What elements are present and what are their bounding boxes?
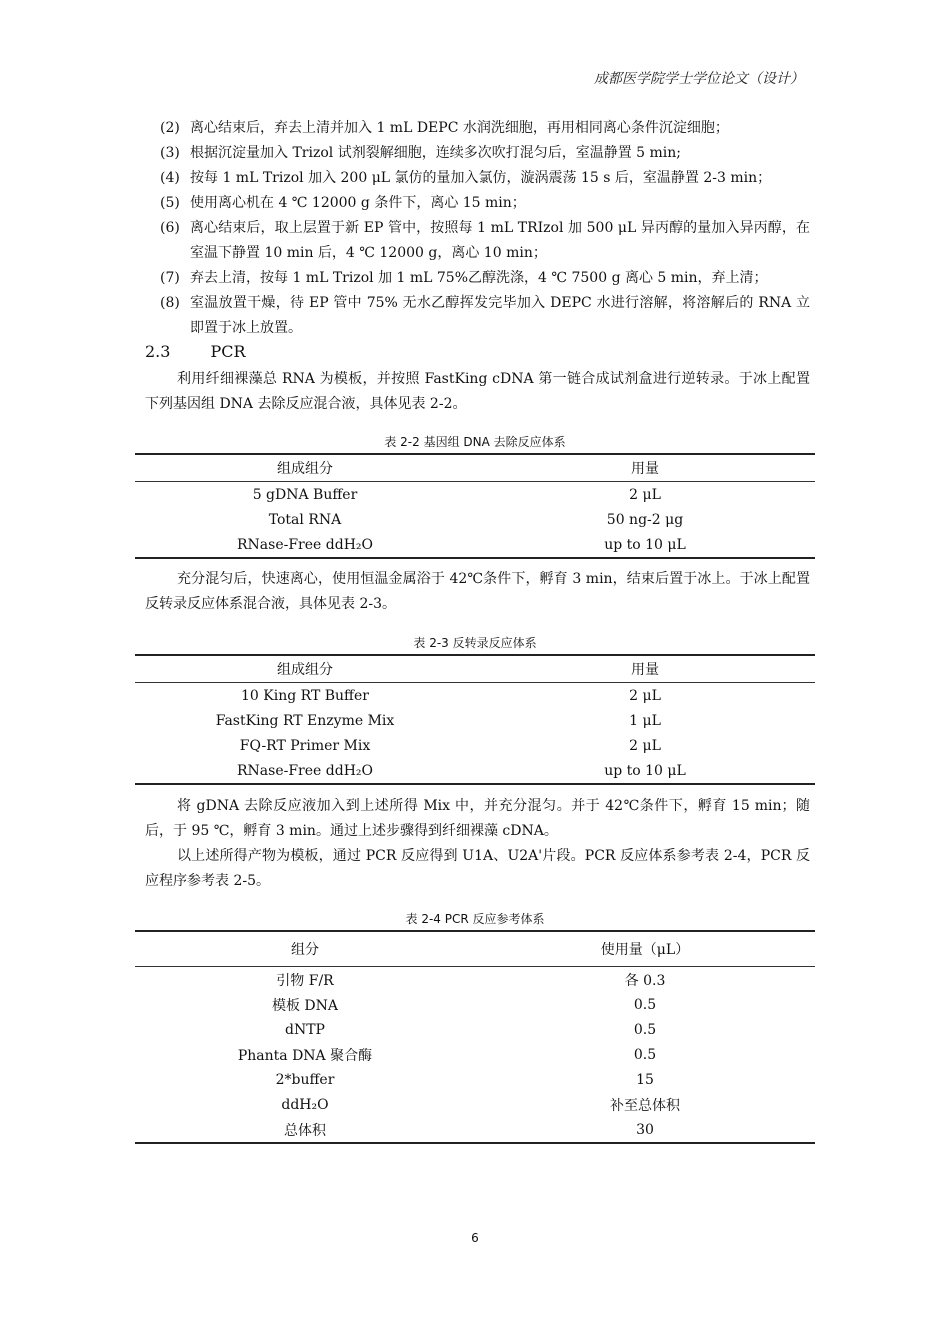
- section-number: 2.3: [145, 342, 171, 361]
- step-item: (5) 使用离心机在 4 ℃ 12000 g 条件下，离心 15 min；: [160, 195, 526, 211]
- table-2-4: [135, 930, 815, 1144]
- table-header-cell: 用量: [475, 454, 815, 482]
- step-item: (4) 按每 1 mL Trizol 加入 200 μL 氯仿的量加入氯仿，漩涡震荡 15 s 后，室温静置 2-3 min；: [160, 170, 772, 186]
- paragraph-4: 以上述所得产物为模板，通过 PCR 反应得到 U1A、U2A'片段。PCR 反应体系参考表 2-4，PCR 反应程序参考表 2-5。: [145, 848, 810, 889]
- table-row: 模板 DNA 0.5: [271, 996, 657, 1014]
- page-number: 6: [471, 1231, 479, 1245]
- paragraph-2: 充分混匀后，快速离心，使用恒温金属浴于 42℃条件下，孵育 3 min，结束后置于冰上。于冰上配置反转录反应体系混合液，具体见表 2-3。: [145, 571, 810, 612]
- table-2-2: [135, 453, 815, 559]
- running-header: 成都医学院学士学位论文（设计）: [594, 71, 804, 87]
- table-header-cell: 用量: [475, 655, 815, 683]
- paragraph-3: 将 gDNA 去除反应液加入到上述所得 Mix 中，并充分混匀。并于 42℃条件下，孵育 15 min；随后，于 95 ℃，孵育 3 min。通过上述步骤得到纤细裸藻 cDNA。: [145, 798, 810, 839]
- paragraph-1: 利用纤细裸藻总 RNA 为模板，并按照 FastKing cDNA 第一链合成试剂盒进行逆转录。于冰上配置下列基因组 DNA 去除反应混合液，具体见表 2-2。: [145, 371, 810, 412]
- section-title: PCR: [210, 342, 246, 361]
- table-2-3: [135, 654, 815, 785]
- step-item: (6) 离心结束后，取上层置于新 EP 管中，按照每 1 mL TRIzol 加 500 μL 异丙醇的量加入异丙醇，在室温下静置 10 min 后，4 ℃ 12000 g，离心 10 min；: [160, 220, 810, 261]
- step-item: (8) 室温放置干燥，待 EP 管中 75% 无水乙醇挥发完毕加入 DEPC 水进行溶解，将溶解后的 RNA 立即置于冰上放置。: [160, 295, 810, 336]
- table-row: FastKing RT Enzyme Mix 1 μL: [215, 712, 661, 729]
- table-row: 引物 F/R 各 0.3: [276, 972, 666, 989]
- step-item: (7) 弃去上清，按每 1 mL Trizol 加 1 mL 75%乙醇洗涤，4 ℃ 7500 g 离心 5 min，弃上清；: [160, 270, 768, 286]
- table-header-cell: 组成组分: [135, 454, 475, 482]
- table-row: ddH₂O 补至总体积: [281, 1096, 680, 1114]
- table-row: RNase-Free ddH₂O up to 10 μL: [237, 536, 686, 553]
- table-header-cell: 组成组分: [135, 655, 475, 683]
- table-row: 2*buffer 15: [275, 1071, 654, 1088]
- table-row: 10 King RT Buffer 2 μL: [241, 687, 661, 704]
- table-row: 总体积 30: [284, 1121, 654, 1139]
- table-header-cell: 使用量（μL）: [475, 931, 815, 967]
- table-2-2-caption: 表 2-2 基因组 DNA 去除反应体系: [384, 435, 566, 449]
- procedure-steps: [160, 116, 810, 341]
- table-header-cell: 组分: [135, 931, 475, 967]
- table-row: 5 gDNA Buffer 2 μL: [252, 486, 661, 503]
- step-item: (2) 离心结束后，弃去上清并加入 1 mL DEPC 水润洗细胞，再用相同离心条件沉淀细胞；: [160, 120, 729, 136]
- table-row: Phanta DNA 聚合酶 0.5: [237, 1046, 657, 1064]
- table-row: RNase-Free ddH₂O up to 10 μL: [237, 762, 686, 779]
- table-row: FQ-RT Primer Mix 2 μL: [239, 737, 661, 754]
- table-row: dNTP 0.5: [285, 1021, 657, 1038]
- table-2-4-caption: 表 2-4 PCR 反应参考体系: [405, 912, 545, 926]
- section-heading: [145, 342, 246, 361]
- step-item: (3) 根据沉淀量加入 Trizol 试剂裂解细胞，连续多次吹打混匀后，室温静置 5 min;: [160, 145, 681, 161]
- table-2-3-caption: 表 2-3 反转录反应体系: [413, 636, 537, 650]
- table-row: Total RNA 50 ng-2 μg: [268, 511, 684, 528]
